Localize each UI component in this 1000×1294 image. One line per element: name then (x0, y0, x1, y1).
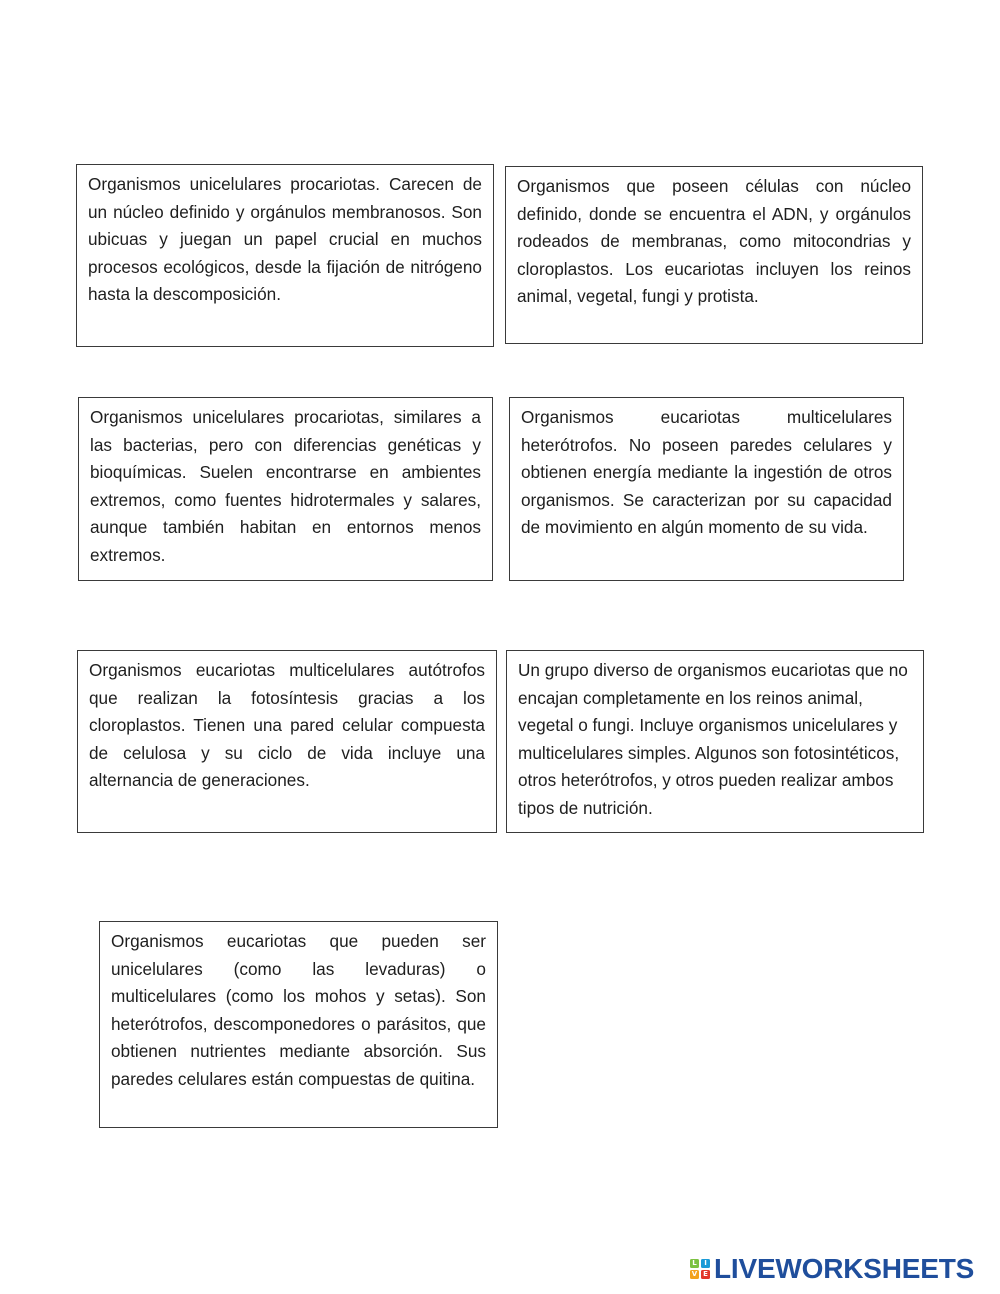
description-card-5[interactable] (77, 650, 497, 833)
liveworksheets-logo-icon (690, 1259, 710, 1279)
description-card-5-text: Organismos eucariotas multicelulares autótrofos que realizan la fotosíntesis gracias a los cloroplastos. Tienen una pared celular compuesta de celulosa y su ciclo de vida incluye una alternancia de generaciones. (89, 660, 485, 791)
description-card-1-text: Organismos unicelulares procariotas. Carecen de un núcleo definido y orgánulos membranosos. Son ubicuas y juegan un papel crucial en muchos procesos ecológicos, desde la fijación de nitrógeno hasta la descomposición. (88, 174, 482, 305)
description-card-4-text: Organismos eucariotas multicelulares heterótrofos. No poseen paredes celulares y obtienen energía mediante la ingestión de otros organismos. Se caracterizan por su capacidad de movimiento en algún momento de su vida. (521, 407, 892, 538)
liveworksheets-logo (690, 1252, 974, 1286)
brand-name: LIVEWORKSHEETS (714, 1253, 975, 1284)
logo-tile-v: V (691, 1270, 698, 1278)
description-card-6[interactable] (506, 650, 924, 833)
logo-tile-l: L (690, 1259, 699, 1268)
description-card-6-text: Un grupo diverso de organismos eucariotas que no encajan completamente en los reinos animal, vegetal o fungi. Incluye organismos unicelulares y multicelulares simples. Algunos son fotosintéticos, otros heterótrofos, y otros pueden realizar ambos tipos de nutrición. (518, 660, 908, 818)
description-card-4[interactable] (509, 397, 904, 581)
description-card-2[interactable] (505, 166, 923, 344)
description-card-7-text: Organismos eucariotas que pueden ser unicelulares (como las levaduras) o multicelulares (como los mohos y setas). Son heterótrofos, descomponedores o parásitos, que obtienen nutrientes mediante absorción. Sus paredes celulares están compuestas de quitina. (111, 931, 486, 1089)
logo-tile-i: I (701, 1259, 710, 1268)
description-card-1[interactable] (76, 164, 494, 347)
description-card-7[interactable] (99, 921, 498, 1128)
description-card-3-text: Organismos unicelulares procariotas, similares a las bacterias, pero con diferencias genéticas y bioquímicas. Suelen encontrarse en ambientes extremos, como fuentes hidrotermales y salares, aunque también habitan en entornos menos extremos. (90, 407, 481, 565)
description-card-3[interactable] (78, 397, 493, 581)
logo-tile-e: E (701, 1270, 710, 1279)
description-card-2-text: Organismos que poseen células con núcleo definido, donde se encuentra el ADN, y orgánulos rodeados de membranas, como mitocondrias y cloroplastos. Los eucariotas incluyen los reinos animal, vegetal, fungi y protista. (517, 176, 911, 307)
